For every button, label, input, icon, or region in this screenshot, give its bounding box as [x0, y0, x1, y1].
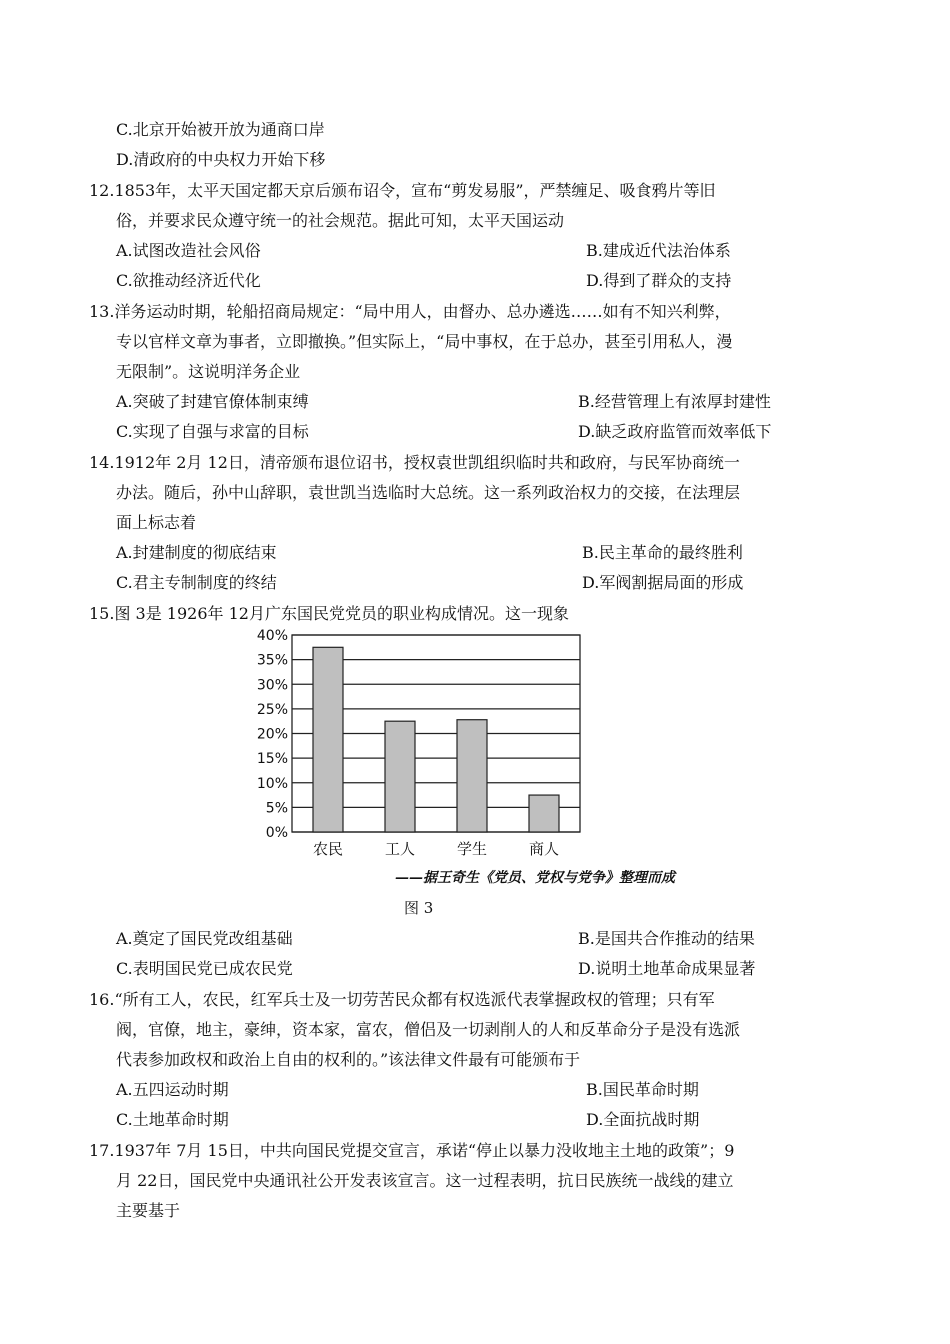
bar — [385, 721, 415, 832]
q15-stem-line1: 15.图 3是 1926年 12月广东国民党党员的职业构成情况。这一现象 — [89, 604, 569, 623]
q15-option-b: B.是国共合作推动的结果 — [578, 929, 755, 948]
q13-option-a: A.突破了封建官僚体制束缚 — [116, 392, 309, 411]
figure-caption: 图 3 — [404, 899, 434, 917]
q17-stem-line1: 17.1937年 7月 15日，中共向国民党提交宣言，承诺“停止以暴力没收地主土地的政策”；9 — [89, 1141, 735, 1160]
x-tick-label: 农民 — [312, 840, 344, 858]
y-tick-label: 0% — [265, 825, 288, 841]
q16-option-a: A.五四运动时期 — [116, 1080, 229, 1099]
q14-option-b: B.民主革命的最终胜利 — [582, 543, 743, 562]
y-tick-label: 25% — [256, 701, 288, 718]
q12-option-c: C.欲推动经济近代化 — [116, 271, 261, 290]
y-tick-label: 15% — [256, 751, 288, 768]
q12-option-a: A.试图改造社会风俗 — [116, 241, 261, 260]
q15-option-d: D.说明土地革命成果显著 — [578, 959, 756, 978]
q14-stem-line1: 14.1912年 2月 12日，清帝颁布退位诏书，授权袁世凯组织临时共和政府，与民军协商统一 — [89, 453, 740, 472]
q16-option-c: C.土地革命时期 — [116, 1110, 229, 1129]
y-tick-label: 20% — [256, 726, 288, 743]
q13-stem-line3: 无限制”。这说明洋务企业 — [116, 362, 301, 381]
q12-stem-line2: 俗，并要求民众遵守统一的社会规范。据此可知，太平天国运动 — [116, 211, 565, 230]
q13-option-b: B.经营管理上有浓厚封建性 — [578, 392, 771, 411]
q14-option-d: D.军阀割据局面的形成 — [582, 573, 744, 592]
q16-stem-line2: 阀，官僚，地主，豪绅，资本家，富农，僧侣及一切剥削人的人和反革命分子是没有选派 — [116, 1020, 741, 1039]
q12-option-b: B.建成近代法治体系 — [586, 241, 731, 260]
q16-option-d: D.全面抗战时期 — [586, 1110, 700, 1129]
bar — [529, 795, 559, 832]
q17-stem-line3: 主要基于 — [116, 1201, 181, 1220]
y-tick-label: 35% — [256, 652, 288, 669]
y-tick-label: 30% — [256, 677, 288, 694]
q13-stem-line1: 13.洋务运动时期，轮船招商局规定：“局中用人，由督办、总办遴选……如有不知兴利弊， — [89, 302, 731, 321]
x-tick-label: 工人 — [384, 840, 416, 858]
chart-source: ——据王奇生《党员、党权与党争》整理而成 — [395, 870, 675, 886]
q16-stem-line3: 代表参加政权和政治上自由的权利的。”该法律文件最有可能颁布于 — [116, 1050, 581, 1069]
bar — [457, 720, 487, 832]
q14-option-c: C.君主专制制度的终结 — [116, 573, 277, 592]
q14-stem-line2: 办法。随后，孙中山辞职，袁世凯当选临时大总统。这一系列政治权力的交接，在法理层 — [116, 483, 741, 502]
q16-stem-line1: 16.“所有工人，农民，红军兵士及一切劳苦民众都有权选派代表掌握政权的管理；只有军 — [89, 990, 715, 1009]
q15-option-a: A.奠定了国民党改组基础 — [116, 929, 293, 948]
q14-option-a: A.封建制度的彻底结束 — [116, 543, 277, 562]
q15-option-c: C.表明国民党已成农民党 — [116, 959, 293, 978]
y-tick-label: 5% — [265, 800, 288, 817]
q13-option-c: C.实现了自强与求富的目标 — [116, 422, 309, 441]
x-tick-label: 商人 — [528, 840, 560, 858]
occupation-bar-chart — [240, 622, 640, 862]
q13-stem-line2: 专以官样文章为事者，立即撤换。”但实际上，“局中事权，在于总办，甚至引用私人，漫 — [116, 332, 733, 351]
q14-stem-line3: 面上标志着 — [116, 513, 197, 532]
q17-stem-line2: 月 22日，国民党中央通讯社公开发表该宣言。这一过程表明，抗日民族统一战线的建立 — [116, 1171, 734, 1190]
q11-option-d: D.清政府的中央权力开始下移 — [116, 150, 326, 169]
q11-option-c: C.北京开始被开放为通商口岸 — [116, 120, 325, 139]
q16-option-b: B.国民革命时期 — [586, 1080, 699, 1099]
q12-stem-line1: 12.1853年，太平天国定都天京后颁布诏令，宣布“剪发易服”，严禁缠足、吸食鸦片等旧 — [89, 181, 716, 200]
q12-option-d: D.得到了群众的支持 — [586, 271, 732, 290]
x-tick-label: 学生 — [456, 840, 488, 858]
q13-option-d: D.缺乏政府监管而效率低下 — [578, 422, 772, 441]
bar — [313, 647, 343, 832]
y-tick-label: 40% — [256, 628, 288, 644]
y-tick-label: 10% — [256, 775, 288, 792]
